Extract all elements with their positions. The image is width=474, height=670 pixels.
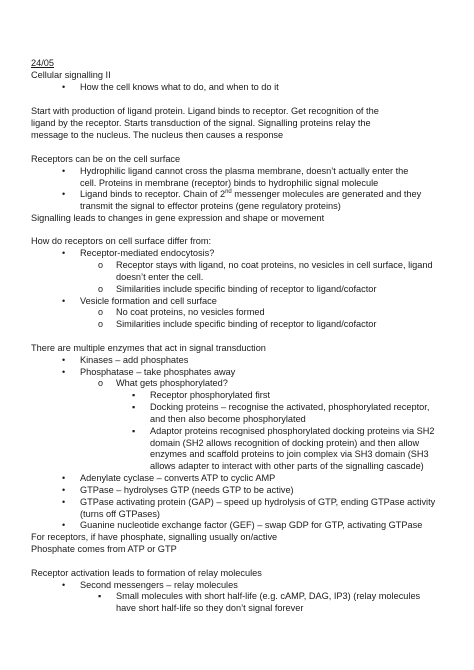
text-line: (turns off GTPases) <box>80 509 160 519</box>
text-line: Docking proteins – recognise the activated, phosphorylated receptor, <box>150 402 430 412</box>
bullet-disc: • <box>62 367 66 377</box>
bullet-disc: • <box>62 82 66 92</box>
text-line: GTPase – hydrolyses GTP (needs GTP to be active) <box>80 485 294 495</box>
text-line: doesn’t enter the cell. <box>116 272 204 282</box>
text-line: Second messengers – relay molecules <box>80 580 238 590</box>
bullet-disc: • <box>62 355 66 365</box>
text-line: How the cell knows what to do, and when to do it <box>80 82 279 92</box>
text-line: How do receptors on cell surface differ from: <box>31 236 212 246</box>
text-line: For receptors, if have phosphate, signalling usually on/active <box>31 532 278 542</box>
text-line: enzymes and scaffold proteins to join complex via SH3 domain (SH3 <box>150 449 429 459</box>
text-line: GTPase activating protein (GAP) – speed up hydrolysis of GTP, ending GTPase activity <box>80 497 436 507</box>
text-line: cell. Proteins in membrane (receptor) binds to hydrophilic signal molecule <box>80 178 379 188</box>
text-line: Signalling leads to changes in gene expression and shape or movement <box>31 213 325 223</box>
text-line: Receptors can be on the cell surface <box>31 154 181 164</box>
text-line: Ligand binds to receptor. Chain of 2nd messenger molecules are generated and they <box>80 188 422 199</box>
bullet-circle: o <box>98 260 104 270</box>
text-line: Phosphate comes from ATP or GTP <box>31 544 177 554</box>
text-line: There are multiple enzymes that act in signal transduction <box>31 343 266 353</box>
text-line: Similarities include specific binding of receptor to ligand/cofactor <box>116 284 377 294</box>
text-line: allows adapter to interact with other parts of the signalling cascade) <box>150 461 424 471</box>
text-line: ligand by the receptor. Starts transduction of the signal. Signalling proteins relay the <box>31 118 371 128</box>
text-line: No coat proteins, no vesicles formed <box>116 307 265 317</box>
text-line: Kinases – add phosphates <box>80 355 189 365</box>
text-line: Small molecules with short half-life (e.g. cAMP, DAG, IP3) (relay molecules <box>116 591 421 601</box>
text-line: Adaptor proteins recognised phosphorylated docking proteins via SH2 <box>150 426 435 436</box>
text-line: Receptor phosphorylated first <box>150 390 271 400</box>
bullet-circle: o <box>98 319 104 329</box>
bullet-circle: o <box>98 378 104 388</box>
bullet-disc: • <box>62 189 66 199</box>
bullet-disc: • <box>62 497 66 507</box>
text-line: Hydrophilic ligand cannot cross the plasma membrane, doesn’t actually enter the <box>80 166 409 176</box>
text-line: What gets phosphorylated? <box>116 378 228 388</box>
bullet-disc: • <box>62 296 66 306</box>
text-line: Receptor-mediated endocytosis? <box>80 248 215 258</box>
text-line: Phosphatase – take phosphates away <box>80 367 236 377</box>
bullet-circle: o <box>98 307 104 317</box>
text-line: message to the nucleus. The nucleus then causes a response <box>31 130 284 140</box>
bullet-disc: • <box>62 485 66 495</box>
text-line: Receptor stays with ligand, no coat proteins, no vesicles in cell surface, ligand <box>116 260 433 270</box>
bullet-square: ▪ <box>132 426 136 436</box>
bullet-disc: • <box>62 248 66 258</box>
text-line: Adenylate cyclase – converts ATP to cyclic AMP <box>80 473 276 483</box>
text-line: Guanine nucleotide exchange factor (GEF) – swap GDP for GTP, activating GTPase <box>80 520 423 530</box>
bullet-disc: • <box>62 520 66 530</box>
text-line: Similarities include specific binding of receptor to ligand/cofactor <box>116 319 377 329</box>
bullet-disc: • <box>62 580 66 590</box>
bullet-square: ▪ <box>132 390 136 400</box>
text-line: Vesicle formation and cell surface <box>80 296 217 306</box>
text-line: and then also become phosphorylated <box>150 414 306 424</box>
bullet-square: ▪ <box>132 402 136 412</box>
date-heading: 24/05 <box>31 58 54 68</box>
bullet-disc: • <box>62 473 66 483</box>
page-title: Cellular signalling II <box>31 70 111 80</box>
text-line: have short half-life so they don’t signal forever <box>116 603 304 613</box>
text-line: transmit the signal to effector proteins (gene regulatory proteins) <box>80 201 341 211</box>
bullet-circle: o <box>98 284 104 294</box>
text-line: Receptor activation leads to formation of relay molecules <box>31 568 262 578</box>
bullet-square: ▪ <box>98 591 102 601</box>
bullet-disc: • <box>62 166 66 176</box>
text-line: Start with production of ligand protein. Ligand binds to receptor. Get recognition of the <box>31 106 379 116</box>
text-line: domain (SH2 allows recognition of docking protein) and then allow <box>150 438 420 448</box>
